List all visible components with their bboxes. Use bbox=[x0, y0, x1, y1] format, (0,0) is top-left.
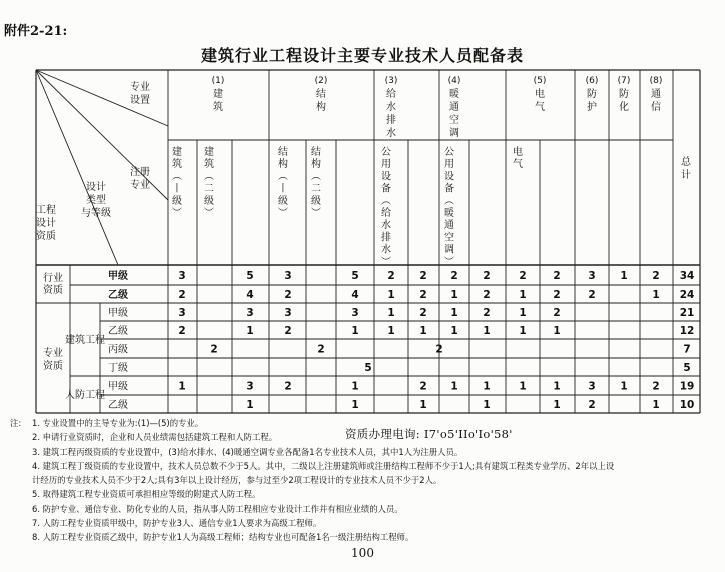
group-name-char: 给 bbox=[386, 89, 396, 100]
cell-value: 2 bbox=[284, 289, 292, 301]
sub-header-char: 构 bbox=[311, 159, 321, 171]
sub-header-char: 设 bbox=[444, 171, 454, 183]
cell-value: 5 bbox=[351, 270, 359, 282]
cell-value: 1 bbox=[387, 307, 395, 319]
note-line: 6. 防护专业、通信专业、防化专业的人员，指从事人防工程相应专业设计工作并有相应业绩的人员。 bbox=[32, 503, 403, 514]
cell-value: 1 bbox=[483, 380, 491, 393]
cell-value: 1 bbox=[483, 399, 491, 411]
category-label: 行业 bbox=[43, 273, 63, 284]
group-name-char: 调 bbox=[449, 128, 459, 139]
cell-value: 2 bbox=[435, 343, 443, 356]
sub-header-char: 级 bbox=[172, 195, 182, 207]
group-name-char: 气 bbox=[535, 102, 545, 113]
cell-value: 1 bbox=[419, 325, 427, 337]
notes-label: 注: bbox=[10, 418, 22, 428]
cell-value: 2 bbox=[553, 307, 561, 319]
row-total: 21 bbox=[679, 307, 695, 319]
group-number: (2) bbox=[314, 76, 328, 86]
cell-value: 3 bbox=[246, 307, 254, 319]
cell-value: 1 bbox=[553, 399, 561, 411]
note-line: 2. 申请行业资质时，企业和人员业绩需包括建筑工程和人防工程。 bbox=[32, 432, 278, 443]
group-number: (3) bbox=[384, 76, 398, 86]
corner-label-type: 与等级 bbox=[81, 208, 111, 219]
sub-header-char: 筑 bbox=[172, 159, 182, 171]
group-name-char: 信 bbox=[651, 102, 661, 113]
cell-value: 2 bbox=[450, 270, 458, 282]
sub-header-char: 设 bbox=[381, 171, 391, 183]
cell-value: 1 bbox=[519, 289, 527, 301]
cell-value: 1 bbox=[483, 325, 491, 337]
sub-header-char: 结 bbox=[278, 147, 288, 158]
cell-value: 2 bbox=[553, 270, 561, 282]
grade-label: 甲级 bbox=[108, 271, 128, 282]
note-line: 计经历的专业技术人员不少于2人;具有3年以上设计经历，参与过至少2项工程设计的专业技术人员不少于2人。 bbox=[32, 475, 442, 486]
cell-value: 1 bbox=[519, 307, 527, 319]
cell-value: 2 bbox=[588, 399, 596, 411]
group-number: (7) bbox=[617, 76, 631, 86]
cell-value: 2 bbox=[652, 270, 660, 282]
cell-value: 2 bbox=[317, 343, 325, 356]
category-label: 建筑工程 bbox=[65, 335, 105, 346]
total-header-char: 计 bbox=[681, 170, 691, 181]
cell-value: 5 bbox=[246, 270, 254, 282]
cell-value: 2 bbox=[178, 289, 186, 301]
cell-value: 2 bbox=[588, 289, 596, 301]
note-line: 5. 取得建筑工程专业资质可承担相应等级的附建式人防工程。 bbox=[32, 489, 261, 500]
page-number: 100 bbox=[351, 546, 374, 560]
sub-header-char: ︵ bbox=[311, 171, 321, 183]
group-name-char: 通 bbox=[651, 89, 661, 100]
sub-header-char: ︶ bbox=[204, 208, 214, 219]
cell-value: 3 bbox=[178, 307, 186, 319]
cell-value: 2 bbox=[419, 380, 427, 393]
cell-value: 4 bbox=[246, 289, 254, 301]
cell-value: 1 bbox=[620, 270, 628, 282]
group-name-char: 水 bbox=[386, 128, 396, 139]
cell-value: 1 bbox=[246, 399, 254, 411]
cell-value: 2 bbox=[178, 325, 186, 337]
sub-header-char: ︶ bbox=[278, 208, 288, 219]
corner-label-specialty: 专业 bbox=[130, 82, 150, 93]
cell-value: 2 bbox=[519, 270, 527, 282]
category-label: 人防工程 bbox=[65, 390, 105, 401]
sub-header-char: 用 bbox=[444, 159, 454, 171]
category-label: 资质 bbox=[43, 285, 63, 296]
grade-label: 甲级 bbox=[108, 381, 128, 393]
cell-value: 1 bbox=[387, 289, 395, 301]
cell-value: 2 bbox=[284, 325, 292, 337]
cell-value: 2 bbox=[419, 270, 427, 282]
cell-value: 2 bbox=[284, 380, 292, 393]
corner-label-registered: 专业 bbox=[130, 180, 150, 191]
cell-value: 1 bbox=[419, 399, 427, 411]
cell-value: 1 bbox=[553, 325, 561, 337]
cell-value: 1 bbox=[387, 325, 395, 337]
cell-value: 2 bbox=[483, 307, 491, 319]
annex-label: 附件2-21: bbox=[4, 24, 68, 39]
sub-header-char: 排 bbox=[381, 232, 391, 244]
corner-label-qual: 资质 bbox=[36, 231, 56, 242]
corner-label-qual: 工程 bbox=[36, 205, 56, 216]
cell-value: 1 bbox=[620, 380, 628, 393]
corner-label-qual: 设计 bbox=[36, 218, 56, 229]
grade-label: 甲级 bbox=[108, 308, 128, 319]
sub-header-char: 级 bbox=[311, 195, 321, 207]
cell-value: 1 bbox=[351, 399, 359, 411]
sub-header-char: 建 bbox=[204, 147, 214, 158]
cell-value: 1 bbox=[450, 307, 458, 319]
sub-header-char: 用 bbox=[381, 159, 391, 171]
cell-value: 3 bbox=[588, 270, 596, 282]
sub-header-char: 空 bbox=[444, 232, 454, 244]
cell-value: 2 bbox=[652, 380, 660, 393]
group-name-char: 暖 bbox=[449, 89, 459, 100]
note-line: 8. 人防工程专业资质乙级中，防护专业1人为高级工程师；结构专业也可配备1名一级注册结构工程师。 bbox=[32, 532, 414, 543]
sub-header-char: 公 bbox=[381, 147, 391, 158]
sub-header-char: 电 bbox=[513, 147, 523, 158]
row-total: 24 bbox=[679, 289, 695, 301]
sub-header-char: 公 bbox=[444, 147, 454, 158]
cell-value: 3 bbox=[351, 307, 359, 319]
group-name-char: 水 bbox=[386, 102, 396, 113]
cell-value: 3 bbox=[246, 380, 254, 393]
grade-label: 丁级 bbox=[108, 363, 128, 374]
group-name-char: 护 bbox=[587, 102, 597, 113]
note-line: 3. 建筑工程丙级资质的专业设置中，(3)给水排水、(4)暖通空调专业各配备1名专业技术人员，其中1人为注册人员。 bbox=[32, 446, 463, 457]
cell-value: 5 bbox=[364, 362, 372, 374]
cell-value: 1 bbox=[553, 380, 561, 393]
corner-label-specialty: 设置 bbox=[130, 95, 150, 106]
corner-label-registered: 注册 bbox=[130, 167, 150, 178]
sub-header-char: 丨 bbox=[172, 183, 182, 195]
group-name-char: 构 bbox=[316, 102, 326, 113]
sub-header-char: 给 bbox=[381, 208, 391, 219]
group-name-char: 结 bbox=[316, 89, 326, 100]
grade-label: 丙级 bbox=[108, 344, 128, 356]
phone-overlay: 资质办理电询: I7'o5'IIo'Io'58' bbox=[345, 427, 513, 441]
sub-header-char: 二 bbox=[311, 183, 321, 195]
sub-header-char: 备 bbox=[444, 183, 454, 195]
cell-value: 2 bbox=[553, 289, 561, 301]
cell-value: 2 bbox=[483, 270, 491, 282]
group-name-char: 空 bbox=[449, 115, 459, 126]
group-name-char: 防 bbox=[587, 89, 597, 100]
sub-header-char: 备 bbox=[381, 183, 391, 195]
sub-header-char: 丨 bbox=[278, 183, 288, 195]
sub-header-char: 构 bbox=[278, 159, 288, 171]
sub-header-char: 气 bbox=[513, 159, 523, 171]
cell-value: 3 bbox=[284, 270, 292, 282]
group-name-char: 筑 bbox=[213, 102, 223, 113]
sub-header-char: ︶ bbox=[444, 256, 454, 268]
row-total: 5 bbox=[683, 362, 691, 374]
group-name-char: 建 bbox=[213, 89, 223, 100]
grade-label: 乙级 bbox=[108, 290, 128, 301]
sub-header-char: 二 bbox=[204, 183, 214, 195]
group-number: (4) bbox=[447, 76, 461, 86]
corner-label-type: 设计 bbox=[86, 182, 106, 193]
group-number: (1) bbox=[211, 76, 225, 86]
cell-value: 2 bbox=[419, 289, 427, 301]
cell-value: 1 bbox=[351, 325, 359, 337]
cell-value: 2 bbox=[419, 307, 427, 319]
sub-header-char: 水 bbox=[381, 244, 391, 256]
sub-header-char: ︵ bbox=[278, 171, 288, 183]
sub-header-char: 通 bbox=[444, 220, 454, 232]
category-label: 资质 bbox=[43, 361, 63, 372]
sub-header-char: 结 bbox=[311, 147, 321, 158]
cell-value: 2 bbox=[387, 270, 395, 282]
sub-header-char: 级 bbox=[278, 195, 288, 207]
sub-header-char: ︶ bbox=[172, 208, 182, 219]
cell-value: 1 bbox=[450, 325, 458, 337]
cell-value: 3 bbox=[284, 307, 292, 319]
group-number: (5) bbox=[533, 76, 547, 86]
total-header-char: 总 bbox=[681, 157, 691, 168]
sub-header-char: ︵ bbox=[204, 171, 214, 183]
cell-value: 1 bbox=[178, 380, 186, 393]
cell-value: 3 bbox=[178, 270, 186, 282]
group-name-char: 通 bbox=[449, 102, 459, 113]
sub-header-char: ︵ bbox=[172, 171, 182, 183]
sub-header-char: ︵ bbox=[444, 195, 454, 207]
grade-label: 乙级 bbox=[108, 400, 128, 411]
group-name-char: 电 bbox=[535, 89, 545, 100]
table-title: 建筑行业工程设计主要专业技术人员配备表 bbox=[200, 46, 524, 65]
sub-header-char: 暖 bbox=[444, 208, 454, 219]
cell-value: 2 bbox=[483, 289, 491, 301]
cell-value: 1 bbox=[519, 325, 527, 337]
group-name-char: 化 bbox=[619, 102, 629, 113]
cell-value: 1 bbox=[450, 380, 458, 393]
sub-header-char: 级 bbox=[204, 195, 214, 207]
cell-value: 4 bbox=[351, 289, 359, 301]
cell-value: 1 bbox=[246, 325, 254, 337]
cell-value: 1 bbox=[652, 289, 660, 301]
sub-header-char: 调 bbox=[444, 244, 454, 256]
row-total: 19 bbox=[679, 380, 695, 393]
corner-label-type: 类型 bbox=[86, 195, 106, 206]
group-name-char: 防 bbox=[619, 89, 629, 100]
cell-value: 1 bbox=[450, 289, 458, 301]
group-name-char: 排 bbox=[386, 115, 396, 126]
row-total: 34 bbox=[679, 270, 695, 282]
sub-header-char: 水 bbox=[381, 220, 391, 232]
cell-value: 2 bbox=[210, 343, 218, 356]
row-total: 12 bbox=[679, 325, 695, 337]
cell-value: 1 bbox=[351, 380, 359, 393]
sub-header-char: 建 bbox=[172, 147, 182, 158]
row-total: 7 bbox=[683, 343, 691, 356]
group-number: (6) bbox=[585, 76, 599, 86]
cell-value: 1 bbox=[652, 399, 660, 411]
sub-header-char: 筑 bbox=[204, 159, 214, 171]
sub-header-char: ︶ bbox=[381, 256, 391, 268]
sub-header-char: ︶ bbox=[311, 208, 321, 219]
category-label: 专业 bbox=[43, 348, 63, 359]
grade-label: 乙级 bbox=[108, 326, 128, 337]
group-number: (8) bbox=[649, 76, 663, 86]
sub-header-char: ︵ bbox=[381, 195, 391, 207]
cell-value: 3 bbox=[588, 380, 596, 393]
cell-value: 1 bbox=[519, 380, 527, 393]
note-line: 1. 专业设置中的主导专业为:(1)—(5)的专业。 bbox=[32, 418, 204, 428]
row-total: 10 bbox=[679, 399, 695, 411]
note-line: 7. 人防工程专业资质甲级中，防护专业3人、通信专业1人要求为高级工程师。 bbox=[32, 518, 322, 529]
note-line: 4. 建筑工程丁级资质的专业设置中，技术人员总数不少于5人。其中，二级以上注册建筑师或注册结构工程师不少于1人;具有建筑工程类专业学历、2年以上设 bbox=[32, 460, 615, 471]
